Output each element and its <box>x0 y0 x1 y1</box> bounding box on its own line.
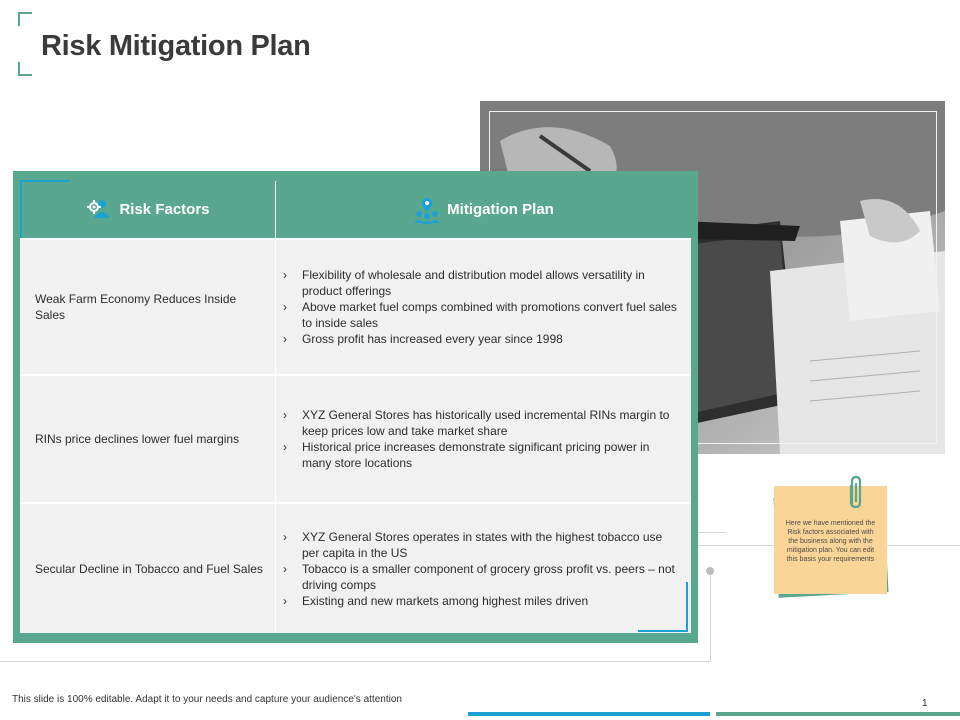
bullet-chevron-icon: › <box>283 561 287 576</box>
plan-text: Gross profit has increased every year since 1998 <box>302 332 563 346</box>
list-item <box>283 561 681 593</box>
table-row-3-plan <box>276 504 691 633</box>
list-item <box>283 331 681 347</box>
risk-text: RINs price declines lower fuel margins <box>35 432 240 446</box>
sticky-note <box>774 486 887 594</box>
footer-caption: This slide is 100% editable. Adapt it to your needs and capture your audience's attention <box>12 694 402 705</box>
deco-dot <box>706 567 714 575</box>
list-item <box>283 439 681 471</box>
footer-bar-blue <box>468 712 710 716</box>
risk-table-panel <box>13 171 698 643</box>
plan-text: Existing and new markets among highest miles driven <box>302 593 589 608</box>
header-plan-label: Mitigation Plan <box>447 201 554 218</box>
bullet-chevron-icon: › <box>283 593 287 608</box>
sticky-note-text: Here we have mentioned the Risk factors associated with the business along with the mitigation plan. You can edit this basis your requirements <box>785 520 876 563</box>
plan-text: Tobacco is a smaller component of grocery gross profit vs. peers – not driving comps <box>302 561 675 592</box>
list-item <box>283 407 681 439</box>
bullet-chevron-icon: › <box>283 332 287 346</box>
list-item <box>283 529 681 561</box>
header-mitigation-plan <box>276 181 691 238</box>
deco-line-bottom <box>0 661 711 662</box>
plan-text: Flexibility of wholesale and distribution model allows versatility in product offerings <box>302 268 645 298</box>
risk-text: Secular Decline in Tobacco and Fuel Sales <box>35 561 263 576</box>
risk-table <box>20 181 691 633</box>
header-risk-label: Risk Factors <box>119 201 210 218</box>
list-item <box>283 299 681 331</box>
page-number: 1 <box>922 698 928 709</box>
slide-title: Risk Mitigation Plan <box>41 30 311 62</box>
list-item <box>283 267 681 299</box>
plan-list <box>283 407 681 471</box>
paperclip-icon <box>846 474 866 510</box>
table-row-3-risk <box>20 504 275 633</box>
table-row-1-risk <box>20 240 275 374</box>
plan-list <box>283 267 681 347</box>
users-gear-icon <box>85 196 113 224</box>
team-location-icon <box>413 196 441 224</box>
header-risk-factors <box>20 181 275 238</box>
plan-list <box>283 529 681 609</box>
list-item <box>283 593 681 609</box>
accent-corner-top-left-vertical <box>20 180 22 238</box>
plan-text: XYZ General Stores has historically used incremental RINs margin to keep prices low and take market share <box>302 408 670 438</box>
table-row-2-plan <box>276 376 691 502</box>
risk-text: Weak Farm Economy Reduces Inside Sales <box>35 292 237 322</box>
bullet-chevron-icon: › <box>283 529 287 544</box>
accent-corner-bottom-right-vertical <box>686 582 688 632</box>
table-row-1-plan <box>276 240 691 374</box>
bullet-chevron-icon: › <box>283 268 287 282</box>
bullet-chevron-icon: › <box>283 440 287 454</box>
table-row-2-risk <box>20 376 275 502</box>
title-bracket-decoration <box>18 12 32 76</box>
deco-line-vertical <box>710 575 711 661</box>
plan-text: Historical price increases demonstrate significant pricing power in many store locations <box>302 440 650 470</box>
accent-corner-top-left <box>20 180 70 182</box>
footer-bar-green <box>716 712 960 716</box>
plan-text: Above market fuel comps combined with promotions convert fuel sales to inside sales <box>302 300 677 330</box>
bullet-chevron-icon: › <box>283 408 287 422</box>
bullet-chevron-icon: › <box>283 300 287 314</box>
plan-text: XYZ General Stores operates in states with the highest tobacco use per capita in the US <box>302 529 663 560</box>
accent-corner-bottom-right <box>638 630 688 632</box>
